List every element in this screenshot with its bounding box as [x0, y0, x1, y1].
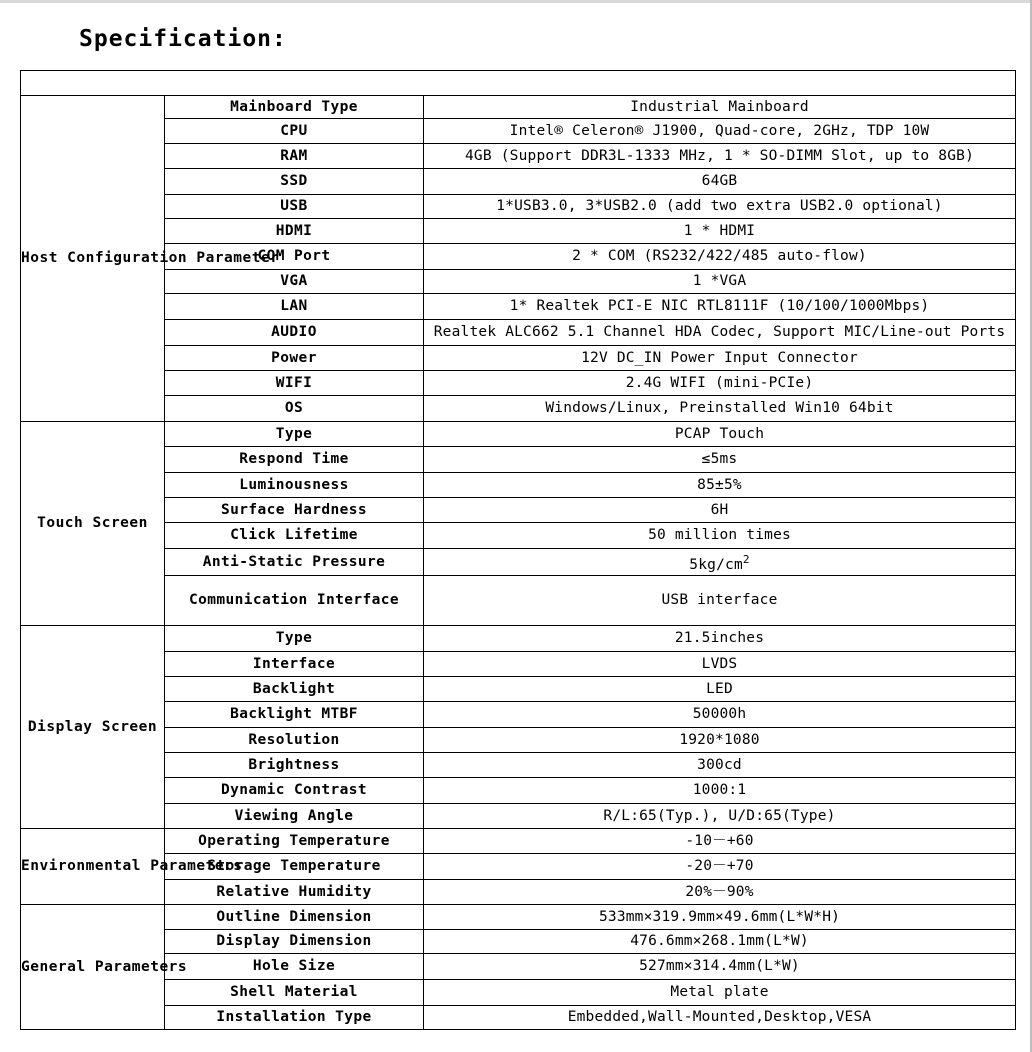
spec-value-text: -20－+70 — [685, 858, 754, 874]
spec-label-cell: Installation Type — [165, 1006, 424, 1030]
spec-value-text: Intel® Celeron® J1900, Quad-core, 2GHz, TDP 10W — [509, 122, 930, 139]
table-row — [21, 169, 1016, 195]
superscript-exponent: 2 — [742, 552, 750, 566]
spec-value-text: Embedded,Wall-Mounted,Desktop,VESA — [567, 1009, 872, 1025]
spec-value-text: 85±5% — [697, 476, 742, 493]
spec-label-cell: Type — [165, 422, 424, 447]
spec-value-cell — [424, 804, 1016, 829]
table-row — [21, 473, 1016, 498]
spec-value-text: 527mm×314.4mm(L*W) — [639, 958, 800, 974]
spec-value-cell — [424, 270, 1016, 294]
table-row — [21, 652, 1016, 677]
spec-label-cell: Hole Size — [165, 954, 424, 980]
table-row — [21, 119, 1016, 144]
table-row — [21, 144, 1016, 169]
spec-value-cell — [424, 473, 1016, 498]
spec-value-cell — [424, 195, 1016, 219]
spec-label-cell: Outline Dimension — [165, 905, 424, 930]
spec-label-cell: Backlight MTBF — [165, 702, 424, 728]
spec-value-cell — [424, 930, 1016, 954]
spec-value-cell — [424, 447, 1016, 473]
table-row — [21, 576, 1016, 626]
spec-value-text: PCAP Touch — [674, 425, 765, 442]
table-row — [21, 626, 1016, 652]
spec-label-cell: OS — [165, 396, 424, 422]
spec-value-text: R/L:65(Typ.), U/D:65(Type) — [603, 807, 836, 824]
spec-value-cell — [424, 854, 1016, 880]
spec-label-cell: SSD — [165, 169, 424, 195]
table-row — [21, 804, 1016, 829]
spec-value-cell — [424, 778, 1016, 804]
spec-value-cell — [424, 523, 1016, 549]
table-row — [21, 677, 1016, 702]
spec-value-text: ≤5ms — [701, 451, 738, 467]
table-row — [21, 778, 1016, 804]
spec-value-cell — [424, 244, 1016, 270]
spec-value-cell — [424, 880, 1016, 905]
spec-value-text: USB interface — [661, 592, 778, 608]
spec-label-cell: Viewing Angle — [165, 804, 424, 829]
spec-label-cell: HDMI — [165, 219, 424, 244]
spec-value-text: Metal plate — [670, 984, 769, 1000]
spec-value-cell — [424, 576, 1016, 626]
table-row — [21, 270, 1016, 294]
table-row — [21, 96, 1016, 119]
spec-label-cell: Backlight — [165, 677, 424, 702]
spec-value-cell — [424, 96, 1016, 119]
spec-value-text: Realtek ALC662 5.1 Channel HDA Codec, Support MIC/Line-out Ports — [433, 324, 1006, 340]
group-name-cell: General Parameters — [21, 905, 165, 1030]
table-row — [21, 1006, 1016, 1030]
table-row — [21, 371, 1016, 396]
spec-value-cell — [424, 371, 1016, 396]
spec-label-cell: Display Dimension — [165, 930, 424, 954]
spec-value-text: 1* Realtek PCI-E NIC RTL8111F (10/100/1000Mbps) — [509, 298, 930, 314]
group-name-cell: Environmental Parameters — [21, 829, 165, 905]
table-row — [21, 905, 1016, 930]
spec-value-cell — [424, 320, 1016, 346]
spec-label-cell: Communication Interface — [165, 576, 424, 626]
spec-label-cell: USB — [165, 195, 424, 219]
table-header-cell — [21, 71, 1016, 96]
spec-label-cell: AUDIO — [165, 320, 424, 346]
spec-value-text: Industrial Mainboard — [630, 98, 809, 115]
spec-value-cell — [424, 169, 1016, 195]
table-row — [21, 294, 1016, 320]
spec-value-text: LED — [706, 680, 733, 697]
spec-value-text: -10－+60 — [685, 832, 754, 849]
spec-value-text: 533mm×319.9mm×49.6mm(L*W*H) — [598, 908, 841, 925]
spec-value-cell — [424, 728, 1016, 753]
table-row — [21, 702, 1016, 728]
spec-value-text: 2.4G WIFI (mini-PCIe) — [625, 374, 814, 391]
spec-value-cell — [424, 1006, 1016, 1030]
spec-label-cell: Respond Time — [165, 447, 424, 473]
spec-label-cell: Anti-Static Pressure — [165, 549, 424, 576]
spec-value-cell — [424, 346, 1016, 371]
spec-value-text: 1920*1080 — [679, 731, 760, 748]
spec-value-cell — [424, 753, 1016, 778]
spec-value-text: 20%－90% — [685, 883, 754, 900]
spec-value-text: Windows/Linux, Preinstalled Win10 64bit — [545, 400, 894, 416]
table-row — [21, 829, 1016, 854]
group-name-cell: Display Screen — [21, 626, 165, 829]
spec-value-text: 476.6mm×268.1mm(L*W) — [630, 933, 809, 949]
spec-label-cell: VGA — [165, 270, 424, 294]
table-row — [21, 498, 1016, 523]
table-row — [21, 396, 1016, 422]
group-name-cell: Host Configuration Parameter — [21, 96, 165, 422]
table-row — [21, 728, 1016, 753]
spec-label-cell: Resolution — [165, 728, 424, 753]
spec-value-cell — [424, 396, 1016, 422]
spec-label-cell: Surface Hardness — [165, 498, 424, 523]
spec-value-cell — [424, 549, 1016, 576]
spec-value-cell — [424, 677, 1016, 702]
spec-value-text: 5kg/cm — [689, 556, 743, 573]
spec-label-cell: Operating Temperature — [165, 829, 424, 854]
spec-value-text: 21.5inches — [674, 630, 765, 646]
spec-value-cell — [424, 422, 1016, 447]
table-row — [21, 930, 1016, 954]
spec-label-cell: Type — [165, 626, 424, 652]
table-row — [21, 980, 1016, 1006]
spec-label-cell: CPU — [165, 119, 424, 144]
spec-label-cell: Click Lifetime — [165, 523, 424, 549]
spec-label-cell: COM Port — [165, 244, 424, 270]
spec-value-text: 300cd — [697, 756, 742, 773]
spec-label-cell: Mainboard Type — [165, 96, 424, 119]
spec-label-cell: Relative Humidity — [165, 880, 424, 905]
spec-value-cell — [424, 498, 1016, 523]
spec-label-cell: WIFI — [165, 371, 424, 396]
table-row — [21, 219, 1016, 244]
spec-value-text: 4GB (Support DDR3L-1333 MHz, 1 * SO-DIMM Slot, up to 8GB) — [465, 147, 974, 164]
spec-label-cell: Power — [165, 346, 424, 371]
spec-value-text: 50000h — [692, 706, 747, 722]
spec-label-cell: RAM — [165, 144, 424, 169]
group-name-cell: Touch Screen — [21, 422, 165, 626]
table-row — [21, 447, 1016, 473]
spec-value-text: LVDS — [701, 655, 738, 672]
spec-value-text: 12V DC_IN Power Input Connector — [581, 349, 858, 366]
specification-table — [20, 70, 1016, 1030]
top-border-line — [0, 0, 1032, 3]
spec-value-text: 1000:1 — [692, 782, 747, 798]
spec-value-cell — [424, 626, 1016, 652]
spec-label-cell: Brightness — [165, 753, 424, 778]
spec-value-cell — [424, 294, 1016, 320]
spec-value-cell — [424, 219, 1016, 244]
spec-value-text: 1 * HDMI — [683, 222, 756, 239]
table-row — [21, 549, 1016, 576]
table-header-row — [21, 71, 1016, 96]
spec-label-cell: Shell Material — [165, 980, 424, 1006]
specification-table-body — [21, 71, 1016, 1030]
table-row — [21, 346, 1016, 371]
table-row — [21, 422, 1016, 447]
table-row — [21, 195, 1016, 219]
spec-label-cell: Dynamic Contrast — [165, 778, 424, 804]
table-row — [21, 320, 1016, 346]
spec-value-text: 1*USB3.0, 3*USB2.0 (add two extra USB2.0 optional) — [496, 198, 943, 214]
spec-value-cell — [424, 144, 1016, 169]
table-row — [21, 880, 1016, 905]
spec-value-text: 1 *VGA — [692, 273, 747, 289]
spec-label-cell: Luminousness — [165, 473, 424, 498]
spec-value-text: 6H — [710, 501, 729, 518]
page-title: Specification: — [79, 26, 287, 52]
table-row — [21, 753, 1016, 778]
spec-value-text: 64GB — [701, 173, 738, 189]
spec-value-cell — [424, 954, 1016, 980]
spec-label-cell: Storage Temperature — [165, 854, 424, 880]
spec-value-cell — [424, 905, 1016, 930]
spec-value-text: 2 * COM (RS232/422/485 auto-flow) — [572, 248, 867, 264]
spec-value-cell — [424, 702, 1016, 728]
spec-label-cell: LAN — [165, 294, 424, 320]
spec-value-cell — [424, 119, 1016, 144]
table-row — [21, 523, 1016, 549]
spec-value-cell — [424, 652, 1016, 677]
spec-value-text: 50 million times — [648, 527, 791, 543]
spec-value-cell — [424, 980, 1016, 1006]
spec-label-cell: Interface — [165, 652, 424, 677]
spec-value-cell — [424, 829, 1016, 854]
